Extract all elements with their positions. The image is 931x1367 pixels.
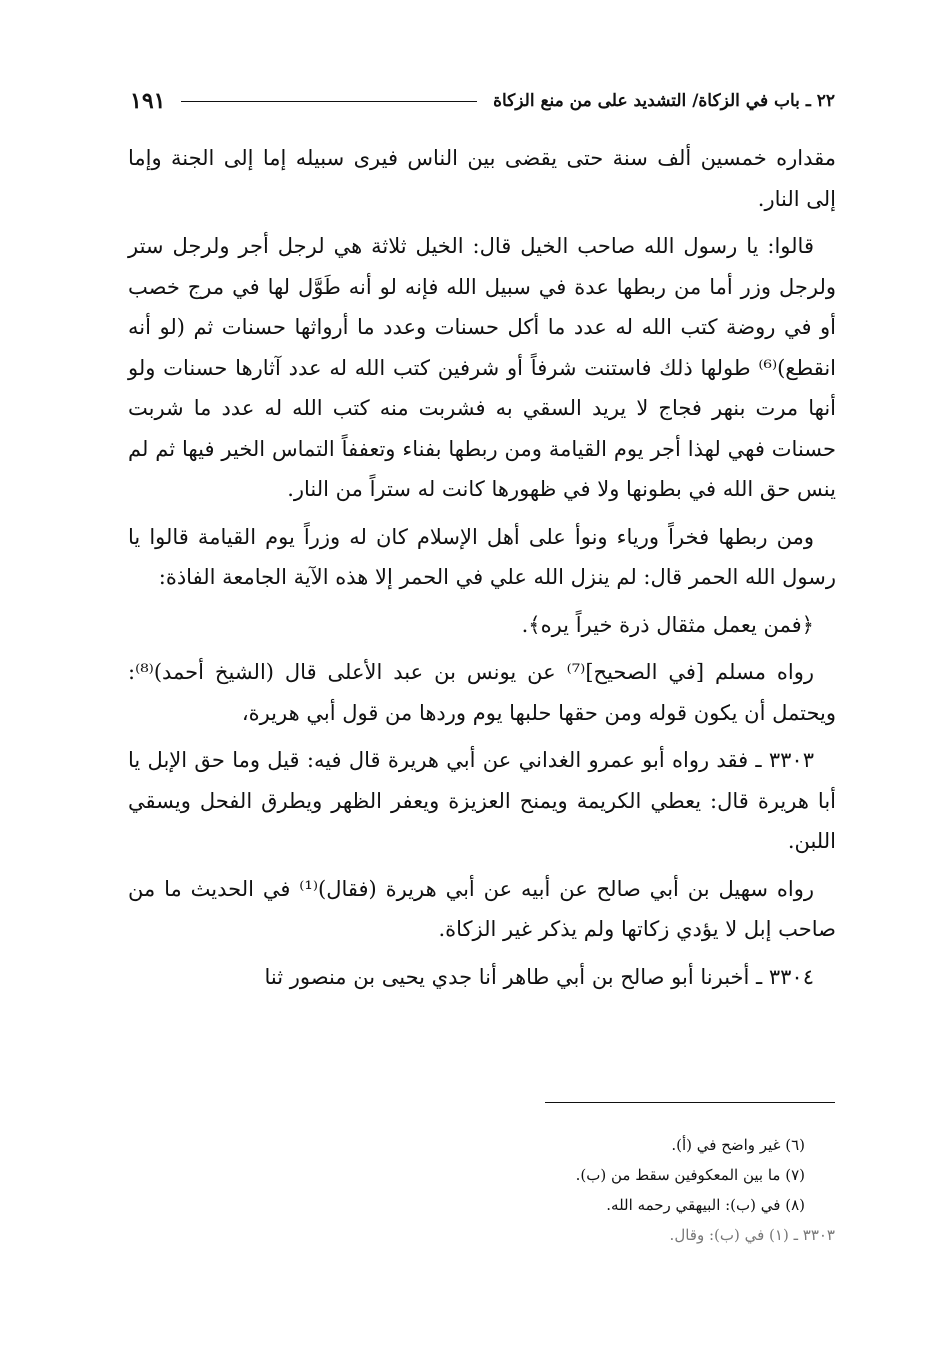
header-rule bbox=[181, 101, 477, 102]
hadith-3304: ٣٣٠٤ ـ أخبرنا أبو صالح بن أبي طاهر أنا جدي يحيى بن منصور ثنا bbox=[264, 964, 814, 989]
paragraph-donkeys: ومن ربطها فخراً ورياء ونوأ على أهل الإسلام كان له وزراً يوم القيامة قالوا يا رسول الله الحمر قال: لم ينزل الله علي في الحمر إلا هذه الآية الجامعة الفاذة: bbox=[128, 524, 836, 589]
chapter-title: ٢٢ ـ باب في الزكاة/ التشديد على من منع الزكاة bbox=[493, 91, 835, 111]
quran-verse: ﴿فمن يعمل مثقال ذرة خيراً يره﴾. bbox=[521, 612, 814, 637]
footnote-3303-1: ٣٣٠٣ ـ (١) في (ب): وقال. bbox=[669, 1226, 835, 1244]
footnote-7: (٧) ما بين المعكوفين سقط من (ب). bbox=[575, 1166, 805, 1184]
hadith-3303: ٣٣٠٣ ـ فقد رواه أبو عمرو الغداني عن أبي هريرة قال فيه: قيل وما حق الإبل يا أبا هريرة قال: يعطي الكريمة ويمنح العزيزة ويعفر الظهر ويطرق الفحل ويسقي اللبن. bbox=[128, 748, 836, 853]
footnote-separator bbox=[545, 1102, 835, 1103]
running-header bbox=[130, 84, 835, 118]
paragraph-narration-muslim: رواه مسلم [في الصحيح]⁽⁷⁾ عن يونس بن عبد الأعلى قال (الشيخ أحمد)⁽⁸⁾: ويحتمل أن يكون قوله ومن حقها حلبها يوم وردها من قول أبي هريرة، bbox=[128, 660, 836, 725]
main-text bbox=[128, 138, 836, 1004]
footnote-8: (٨) في (ب): البيهقي رحمه الله. bbox=[606, 1196, 805, 1214]
paragraph-horses: قالوا: يا رسول الله صاحب الخيل قال: الخيل ثلاثة هي لرجل أجر ولرجل ستر ولرجل وزر أما من ربطها عدة في سبيل الله فإنه لو أنه طَوَّل لها في مرج خصب أو في روضة كتب الله له عدد ما أكل حسنات وعدد ما أرواثها حسنات ثم (لو أنه انقطع)⁽⁶⁾ طولها ذلك فاستنت شرفاً أو شرفين كتب الله له عدد آثارها حسنات ولو أنها مرت بنهر فجاج لا يريد السقي به فشربت منه كتب الله له عدد ما شربت حسنات فهي لهذا أجر يوم القيامة ومن ربطها بفناء وتعففاً التماس الخير فيها ثم لم ينس حق الله في بطونها ولا في ظهورها كانت له ستراً من النار. bbox=[128, 234, 836, 501]
footnote-6: (٦) غير واضح في (أ). bbox=[671, 1136, 805, 1154]
page-number: ١٩١ bbox=[130, 88, 166, 114]
footnotes bbox=[128, 1130, 835, 1250]
paragraph-narration-suhail: رواه سهيل بن أبي صالح عن أبيه عن أبي هريرة (فقال)⁽¹⁾ في الحديث ما من صاحب إبل لا يؤدي زكاتها ولم يذكر غير الزكاة. bbox=[128, 876, 836, 941]
paragraph-continuation: مقداره خمسين ألف سنة حتى يقضى بين الناس فيرى سبيله إما إلى الجنة وإما إلى النار. bbox=[128, 146, 836, 211]
